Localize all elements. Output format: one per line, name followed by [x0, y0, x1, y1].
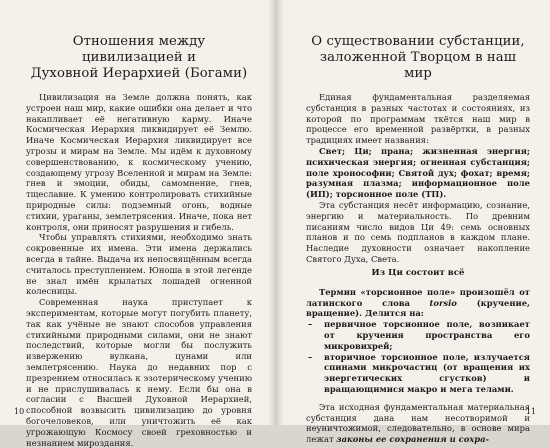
right-paragraph-4	[306, 287, 530, 319]
right-p5-emphasis: законы ее сохранения и сохра-	[336, 434, 490, 445]
left-chapter-title	[26, 34, 252, 82]
right-title-line1: О существовании субстанции,	[311, 34, 525, 49]
right-names-list: Свет; Ци; прана; жизненная энергия; психическая энергия; огненная субстанция; поле хронософии; Святой дух; фохат; время; разумная плазма; информационное поле (ИП); торсионное поле (ТП).	[306, 145, 530, 200]
torsion-field-list	[306, 319, 530, 395]
right-term-word: torsio	[429, 297, 457, 308]
left-title-line2: Духовной Иерархией (Богами)	[30, 66, 248, 81]
right-chapter-title	[306, 34, 530, 82]
right-term-rest: (кручение, вращение). Делится на:	[306, 297, 530, 319]
list-item: – вторичное торсионное поле, излучается спинами микрочастиц (от вращения их энергетических сгустков) и вращающимися макро и мега телами.	[324, 352, 530, 395]
right-page-number: 11	[525, 407, 536, 416]
left-title-line1: Отношения между цивилизацией и	[72, 34, 206, 65]
list-item: – первичное торсионное поле, возникает от кручения пространства его микровихрей;	[324, 319, 530, 351]
left-paragraph-3: Современная наука приступает к экспериментам, которые могут погубить планету, так как учёные не знают способов управления стихийными природными силами, они не знают последствий, которые могли бы послужить извержению вулкана, цунами или землетрясению. Наука до недавних пор с презрением относилась к эзотерическому учению и не прислушивалась к нему. Если бы она в согласии с Высшей Духовной Иерархией, способной возвысить цивилизацию до уровня богочеловеков, или уничтожить её как угрожающую Космосу своей греховностью и незнанием мироздания.	[26, 297, 252, 448]
right-paragraph-5	[306, 402, 530, 445]
right-p5-text: Эта исходная фундаментальная материальная субстанция дана нам несотворимой и неуничтожимой, следовательно, в основе мира лежат	[306, 401, 530, 445]
right-paragraph-1: Единая фундаментальная разделяемая субстанция в разных частотах и состояниях, из которой по программам ткётся наш мир в процессе его временной развёртки, в разных традициях имеет названия:	[306, 92, 530, 146]
right-term-intro: Термин «торсионное поле» произошёл от латинского слова	[306, 286, 530, 308]
left-paragraph-2: Чтобы управлять стихиями, необходимо знать сокровенные их имена. Эти имена держались всегда в тайне. Выдача их непосвящённым всегда считалось преступлением. Юноша в этой легенде не знал имён крылатых лошадей огненной колесницы.	[26, 232, 252, 297]
right-subheading: Из Ци состоит всё	[371, 267, 465, 278]
left-page	[0, 0, 274, 448]
right-page	[276, 0, 550, 445]
right-paragraph-3: Эта субстанция несёт информацию, сознание, энергию и материальность. По древним писаниям число видов Ци 49: семь основных планов и по семь подпланов в каждом плане. Наследие духовности означает накопление Святого Духа, Света.	[306, 199, 530, 264]
left-paragraph-1: Цивилизация на Земле должна понять, как устроен наш мир, какие ошибки она делает и что накапливает её негативную карму. Иначе Космическая Иерархия ликвидирует её Землю. Иначе Космическая Иерархия ликвидирует все угрозы и мирам на Земле. Мы идём к духовному совершенствованию, к космическому учению, создающему угрозу Вселенной и мирам на Земле: гнев и эмоции, обиды, самомнение, гнев, тщеславие. К умению контролировать стихийные природные силы: подземный огонь, водные стихии, ураганы, землетрясения. Иначе, пока нет контроля, они приносят разрушения и гибель.	[26, 92, 252, 232]
right-title-line2: заложенной Творцом в наш мир	[319, 50, 517, 81]
left-page-number: 10	[14, 407, 25, 416]
